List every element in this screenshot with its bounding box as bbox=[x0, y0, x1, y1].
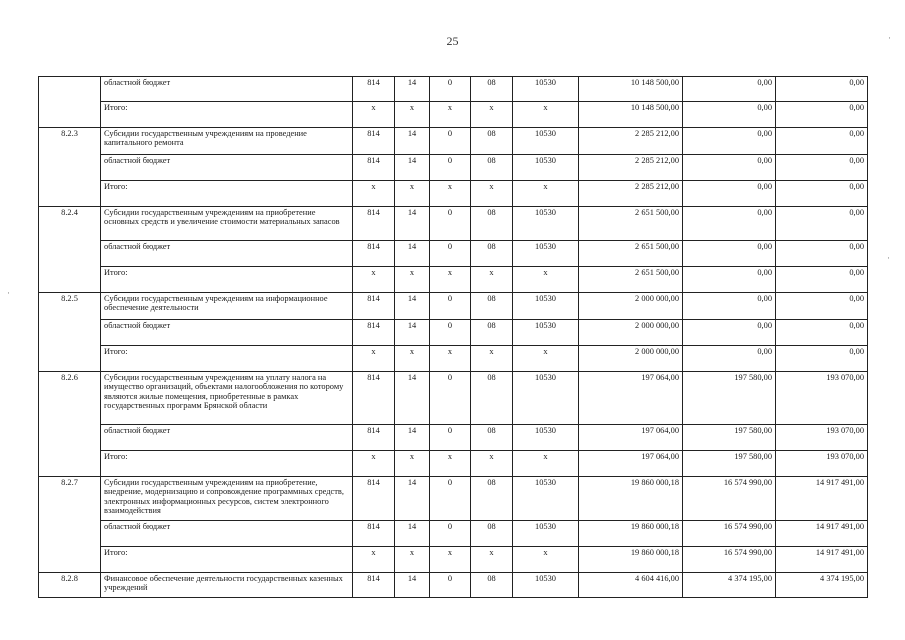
row-label: Субсидии государственным учреждениям на проведение капитального ремонта bbox=[101, 128, 353, 155]
ministry-code: 814 bbox=[353, 477, 395, 521]
program-code: 08 bbox=[471, 207, 513, 241]
section-code: 14 bbox=[395, 128, 430, 155]
amount-year-1: 197 064,00 bbox=[579, 451, 683, 477]
total-row bbox=[39, 267, 868, 293]
subsection-code: x bbox=[430, 451, 471, 477]
total-row bbox=[39, 346, 868, 372]
section-code: 14 bbox=[395, 293, 430, 320]
total-row bbox=[39, 547, 868, 573]
section-code: 14 bbox=[395, 425, 430, 451]
row-label: областной бюджет bbox=[101, 241, 353, 267]
expense-code: 10530 bbox=[513, 372, 579, 425]
section-code: x bbox=[395, 102, 430, 128]
ministry-code: x bbox=[353, 346, 395, 372]
ministry-code: 814 bbox=[353, 293, 395, 320]
total-label: Итого: bbox=[101, 547, 353, 573]
amount-year-3: 0,00 bbox=[776, 155, 868, 181]
section-code: 14 bbox=[395, 207, 430, 241]
subsection-code: x bbox=[430, 267, 471, 293]
amount-year-3: 0,00 bbox=[776, 77, 868, 102]
program-code: 08 bbox=[471, 573, 513, 598]
program-code: 08 bbox=[471, 241, 513, 267]
section-code: 14 bbox=[395, 77, 430, 102]
subsection-code: x bbox=[430, 346, 471, 372]
amount-year-1: 19 860 000,18 bbox=[579, 547, 683, 573]
amount-year-3: 14 917 491,00 bbox=[776, 547, 868, 573]
expense-code: 10530 bbox=[513, 241, 579, 267]
amount-year-2: 0,00 bbox=[683, 293, 776, 320]
source-row bbox=[39, 521, 868, 547]
amount-year-3: 193 070,00 bbox=[776, 451, 868, 477]
amount-year-2: 197 580,00 bbox=[683, 451, 776, 477]
expense-code: x bbox=[513, 102, 579, 128]
row-code: 8.2.5 bbox=[39, 293, 101, 372]
subsection-code: 0 bbox=[430, 241, 471, 267]
item-row bbox=[39, 293, 868, 320]
amount-year-1: 2 651 500,00 bbox=[579, 241, 683, 267]
section-code: x bbox=[395, 547, 430, 573]
expense-code: 10530 bbox=[513, 573, 579, 598]
row-label: областной бюджет bbox=[101, 320, 353, 346]
amount-year-3: 0,00 bbox=[776, 346, 868, 372]
budget-table bbox=[38, 76, 868, 598]
ministry-code: 814 bbox=[353, 521, 395, 547]
expense-code: 10530 bbox=[513, 207, 579, 241]
amount-year-2: 0,00 bbox=[683, 346, 776, 372]
amount-year-2: 197 580,00 bbox=[683, 425, 776, 451]
amount-year-3: 0,00 bbox=[776, 181, 868, 207]
program-code: x bbox=[471, 181, 513, 207]
program-code: x bbox=[471, 102, 513, 128]
ministry-code: 814 bbox=[353, 77, 395, 102]
ministry-code: 814 bbox=[353, 207, 395, 241]
section-code: 14 bbox=[395, 372, 430, 425]
program-code: 08 bbox=[471, 477, 513, 521]
source-row bbox=[39, 425, 868, 451]
section-code: 14 bbox=[395, 241, 430, 267]
row-code: 8.2.6 bbox=[39, 372, 101, 477]
amount-year-2: 16 574 990,00 bbox=[683, 547, 776, 573]
amount-year-2: 0,00 bbox=[683, 77, 776, 102]
expense-code: 10530 bbox=[513, 425, 579, 451]
source-row bbox=[39, 320, 868, 346]
section-code: 14 bbox=[395, 155, 430, 181]
expense-code: x bbox=[513, 181, 579, 207]
row-label: Субсидии государственным учреждениям на приобретение, внедрение, модернизацию и сопровождение программных средств, электронных информационных ресурсов, систем электронного взаимодействия bbox=[101, 477, 353, 521]
amount-year-2: 0,00 bbox=[683, 181, 776, 207]
expense-code: 10530 bbox=[513, 155, 579, 181]
ministry-code: 814 bbox=[353, 155, 395, 181]
subsection-code: 0 bbox=[430, 155, 471, 181]
amount-year-1: 4 604 416,00 bbox=[579, 573, 683, 598]
expense-code: 10530 bbox=[513, 477, 579, 521]
table-body bbox=[39, 77, 868, 598]
subsection-code: x bbox=[430, 181, 471, 207]
amount-year-1: 2 285 212,00 bbox=[579, 155, 683, 181]
total-label: Итого: bbox=[101, 102, 353, 128]
ministry-code: 814 bbox=[353, 573, 395, 598]
row-label: областной бюджет bbox=[101, 521, 353, 547]
amount-year-3: 4 374 195,00 bbox=[776, 573, 868, 598]
program-code: 08 bbox=[471, 77, 513, 102]
subsection-code: 0 bbox=[430, 521, 471, 547]
expense-code: 10530 bbox=[513, 293, 579, 320]
total-label: Итого: bbox=[101, 451, 353, 477]
amount-year-1: 197 064,00 bbox=[579, 425, 683, 451]
program-code: 08 bbox=[471, 521, 513, 547]
total-row bbox=[39, 451, 868, 477]
amount-year-3: 0,00 bbox=[776, 320, 868, 346]
page-number: 25 bbox=[446, 34, 459, 48]
amount-year-2: 0,00 bbox=[683, 207, 776, 241]
amount-year-1: 10 148 500,00 bbox=[579, 102, 683, 128]
item-row bbox=[39, 573, 868, 598]
row-label: областной бюджет bbox=[101, 155, 353, 181]
amount-year-3: 0,00 bbox=[776, 241, 868, 267]
subsection-code: x bbox=[430, 102, 471, 128]
amount-year-1: 2 000 000,00 bbox=[579, 320, 683, 346]
amount-year-2: 0,00 bbox=[683, 320, 776, 346]
expense-code: x bbox=[513, 547, 579, 573]
subsection-code: 0 bbox=[430, 77, 471, 102]
row-code: 8.2.7 bbox=[39, 477, 101, 573]
subsection-code: 0 bbox=[430, 320, 471, 346]
scan-speck: · bbox=[7, 288, 10, 298]
subsection-code: 0 bbox=[430, 207, 471, 241]
item-row bbox=[39, 372, 868, 425]
source-row bbox=[39, 241, 868, 267]
ministry-code: 814 bbox=[353, 320, 395, 346]
section-code: 14 bbox=[395, 521, 430, 547]
amount-year-3: 193 070,00 bbox=[776, 372, 868, 425]
ministry-code: 814 bbox=[353, 241, 395, 267]
amount-year-1: 2 285 212,00 bbox=[579, 128, 683, 155]
subsection-code: 0 bbox=[430, 573, 471, 598]
ministry-code: x bbox=[353, 547, 395, 573]
amount-year-1: 19 860 000,18 bbox=[579, 477, 683, 521]
amount-year-1: 10 148 500,00 bbox=[579, 77, 683, 102]
expense-code: x bbox=[513, 346, 579, 372]
amount-year-2: 16 574 990,00 bbox=[683, 477, 776, 521]
amount-year-1: 2 651 500,00 bbox=[579, 267, 683, 293]
row-label: Субсидии государственным учреждениям на уплату налога на имущество организаций, объектами налогообложения по которому являются жилые помещения, приобретенные в рамках государственных программ Брянской области bbox=[101, 372, 353, 425]
ministry-code: 814 bbox=[353, 425, 395, 451]
amount-year-3: 0,00 bbox=[776, 102, 868, 128]
amount-year-1: 2 000 000,00 bbox=[579, 346, 683, 372]
subsection-code: 0 bbox=[430, 293, 471, 320]
amount-year-1: 2 651 500,00 bbox=[579, 207, 683, 241]
amount-year-2: 4 374 195,00 bbox=[683, 573, 776, 598]
scan-speck: · bbox=[887, 253, 890, 263]
row-label: Субсидии государственным учреждениям на информационное обеспечение деятельности bbox=[101, 293, 353, 320]
source-row bbox=[39, 155, 868, 181]
amount-year-3: 0,00 bbox=[776, 293, 868, 320]
amount-year-2: 0,00 bbox=[683, 155, 776, 181]
total-row bbox=[39, 181, 868, 207]
row-code: 8.2.4 bbox=[39, 207, 101, 293]
program-code: x bbox=[471, 346, 513, 372]
amount-year-1: 197 064,00 bbox=[579, 372, 683, 425]
row-label: областной бюджет bbox=[101, 425, 353, 451]
amount-year-1: 2 285 212,00 bbox=[579, 181, 683, 207]
program-code: 08 bbox=[471, 372, 513, 425]
section-code: 14 bbox=[395, 573, 430, 598]
section-code: x bbox=[395, 346, 430, 372]
row-code: 8.2.3 bbox=[39, 128, 101, 207]
subsection-code: 0 bbox=[430, 477, 471, 521]
amount-year-3: 0,00 bbox=[776, 267, 868, 293]
row-code: 8.2.8 bbox=[39, 573, 101, 598]
amount-year-2: 197 580,00 bbox=[683, 372, 776, 425]
subsection-code: x bbox=[430, 547, 471, 573]
row-label: областной бюджет bbox=[101, 77, 353, 102]
section-code: x bbox=[395, 181, 430, 207]
ministry-code: x bbox=[353, 451, 395, 477]
program-code: 08 bbox=[471, 425, 513, 451]
section-code: x bbox=[395, 451, 430, 477]
program-code: 08 bbox=[471, 320, 513, 346]
ministry-code: 814 bbox=[353, 128, 395, 155]
scan-speck: · bbox=[888, 33, 891, 43]
subsection-code: 0 bbox=[430, 425, 471, 451]
ministry-code: x bbox=[353, 181, 395, 207]
section-code: 14 bbox=[395, 320, 430, 346]
amount-year-2: 0,00 bbox=[683, 102, 776, 128]
item-row bbox=[39, 477, 868, 521]
source-row bbox=[39, 77, 868, 102]
item-row bbox=[39, 128, 868, 155]
amount-year-2: 0,00 bbox=[683, 128, 776, 155]
amount-year-1: 2 000 000,00 bbox=[579, 293, 683, 320]
subsection-code: 0 bbox=[430, 372, 471, 425]
program-code: 08 bbox=[471, 293, 513, 320]
total-label: Итого: bbox=[101, 267, 353, 293]
total-row bbox=[39, 102, 868, 128]
amount-year-2: 0,00 bbox=[683, 267, 776, 293]
amount-year-1: 19 860 000,18 bbox=[579, 521, 683, 547]
total-label: Итого: bbox=[101, 181, 353, 207]
ministry-code: x bbox=[353, 267, 395, 293]
amount-year-3: 0,00 bbox=[776, 207, 868, 241]
expense-code: x bbox=[513, 267, 579, 293]
amount-year-3: 14 917 491,00 bbox=[776, 521, 868, 547]
row-code bbox=[39, 77, 101, 128]
ministry-code: x bbox=[353, 102, 395, 128]
expense-code: 10530 bbox=[513, 521, 579, 547]
amount-year-2: 16 574 990,00 bbox=[683, 521, 776, 547]
ministry-code: 814 bbox=[353, 372, 395, 425]
row-label: Финансовое обеспечение деятельности государственных казенных учреждений bbox=[101, 573, 353, 598]
section-code: x bbox=[395, 267, 430, 293]
program-code: x bbox=[471, 547, 513, 573]
expense-code: 10530 bbox=[513, 128, 579, 155]
expense-code: 10530 bbox=[513, 320, 579, 346]
program-code: 08 bbox=[471, 128, 513, 155]
expense-code: 10530 bbox=[513, 77, 579, 102]
amount-year-3: 0,00 bbox=[776, 128, 868, 155]
program-code: x bbox=[471, 267, 513, 293]
item-row bbox=[39, 207, 868, 241]
section-code: 14 bbox=[395, 477, 430, 521]
row-label: Субсидии государственным учреждениям на приобретение основных средств и увеличение стоимости материальных запасов bbox=[101, 207, 353, 241]
program-code: x bbox=[471, 451, 513, 477]
amount-year-3: 193 070,00 bbox=[776, 425, 868, 451]
amount-year-2: 0,00 bbox=[683, 241, 776, 267]
subsection-code: 0 bbox=[430, 128, 471, 155]
amount-year-3: 14 917 491,00 bbox=[776, 477, 868, 521]
program-code: 08 bbox=[471, 155, 513, 181]
expense-code: x bbox=[513, 451, 579, 477]
total-label: Итого: bbox=[101, 346, 353, 372]
